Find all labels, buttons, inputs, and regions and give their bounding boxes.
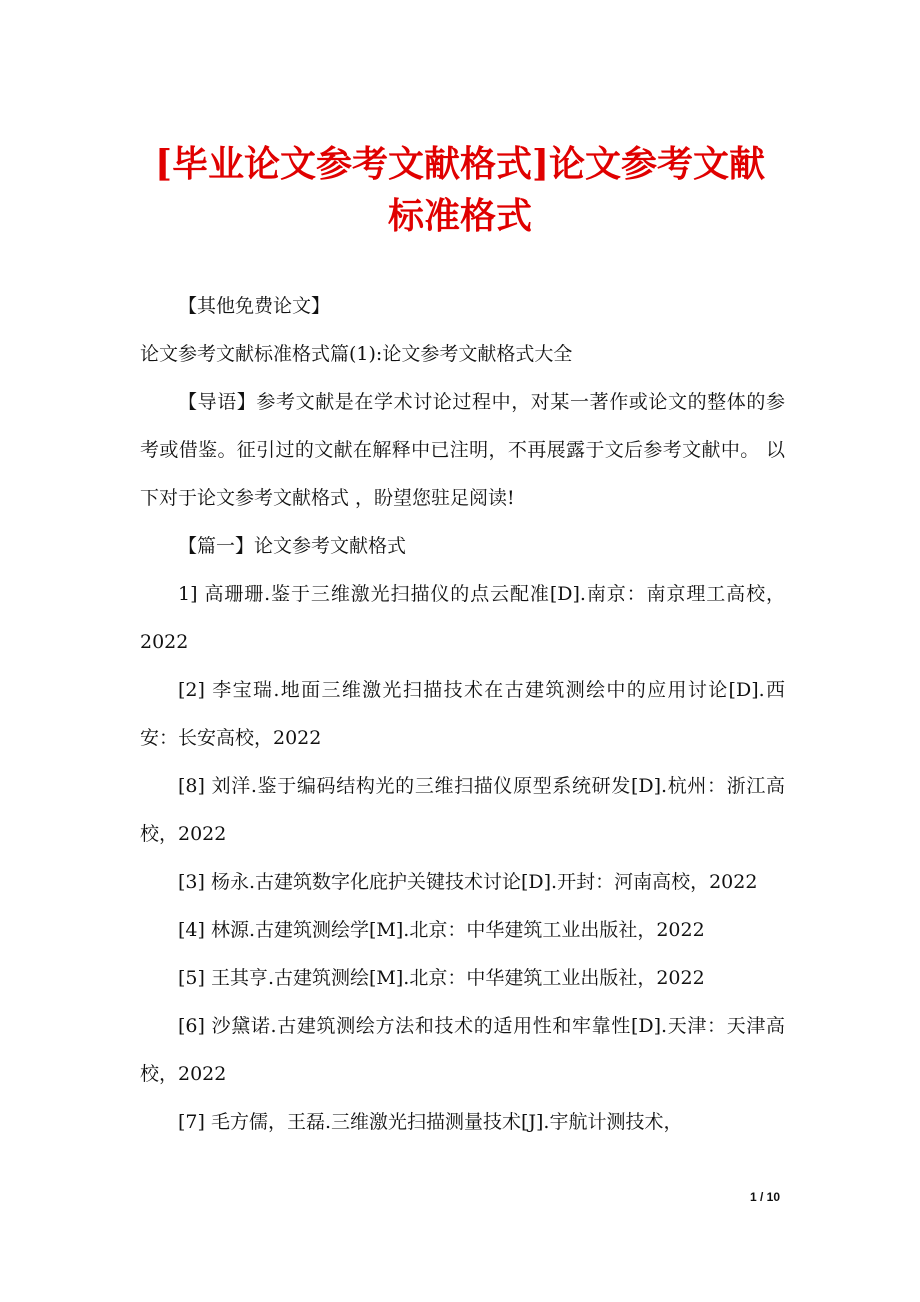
reference-item: [3] 杨永.古建筑数字化庇护关键技术讨论[D].开封：河南高校，2022 (178, 871, 758, 893)
reference-item: [7] 毛方儒，王磊.三维激光扫描测量技术[J].宇航计测技术， (178, 1111, 683, 1133)
paragraph-subtitle: 论文参考文献标准格式篇(1):论文参考文献格式大全 (140, 343, 573, 365)
page-indicator: 1 / 10 (749, 1190, 780, 1204)
document-body (140, 282, 785, 1146)
reference-item: [2] 李宝瑞.地面三维激光扫描技术在古建筑测绘中的应用讨论[D].西安：长安高校，2022 (140, 679, 785, 749)
paragraph-other-papers: 【其他免费论文】 (178, 295, 331, 317)
document-title: [毕业论文参考文献格式]论文参考文献标准格式 (154, 143, 766, 237)
paragraph-section-heading: 【篇一】论文参考文献格式 (178, 535, 407, 557)
reference-item: [6] 沙黛诺.古建筑测绘方法和技术的适用性和牢靠性[D].天津：天津高校，2022 (140, 1015, 785, 1085)
paragraph-intro: 【导语】参考文献是在学术讨论过程中，对某一著作或论文的整体的参考或借鉴。征引过的文献在解释中已注明，不再展露于文后参考文献中。 以下对于论文参考文献格式 ，盼望您驻足阅读! (140, 391, 785, 509)
reference-item: 1] 高珊珊.鉴于三维激光扫描仪的点云配准[D].南京：南京理工高校，2022 (140, 583, 785, 653)
reference-item: [4] 林源.古建筑测绘学[M].北京：中华建筑工业出版社，2022 (178, 919, 705, 941)
reference-item: [5] 王其亨.古建筑测绘[M].北京：中华建筑工业出版社，2022 (178, 967, 705, 989)
reference-item: [8] 刘洋.鉴于编码结构光的三维扫描仪原型系统研发[D].杭州：浙江高校，2022 (140, 775, 785, 845)
